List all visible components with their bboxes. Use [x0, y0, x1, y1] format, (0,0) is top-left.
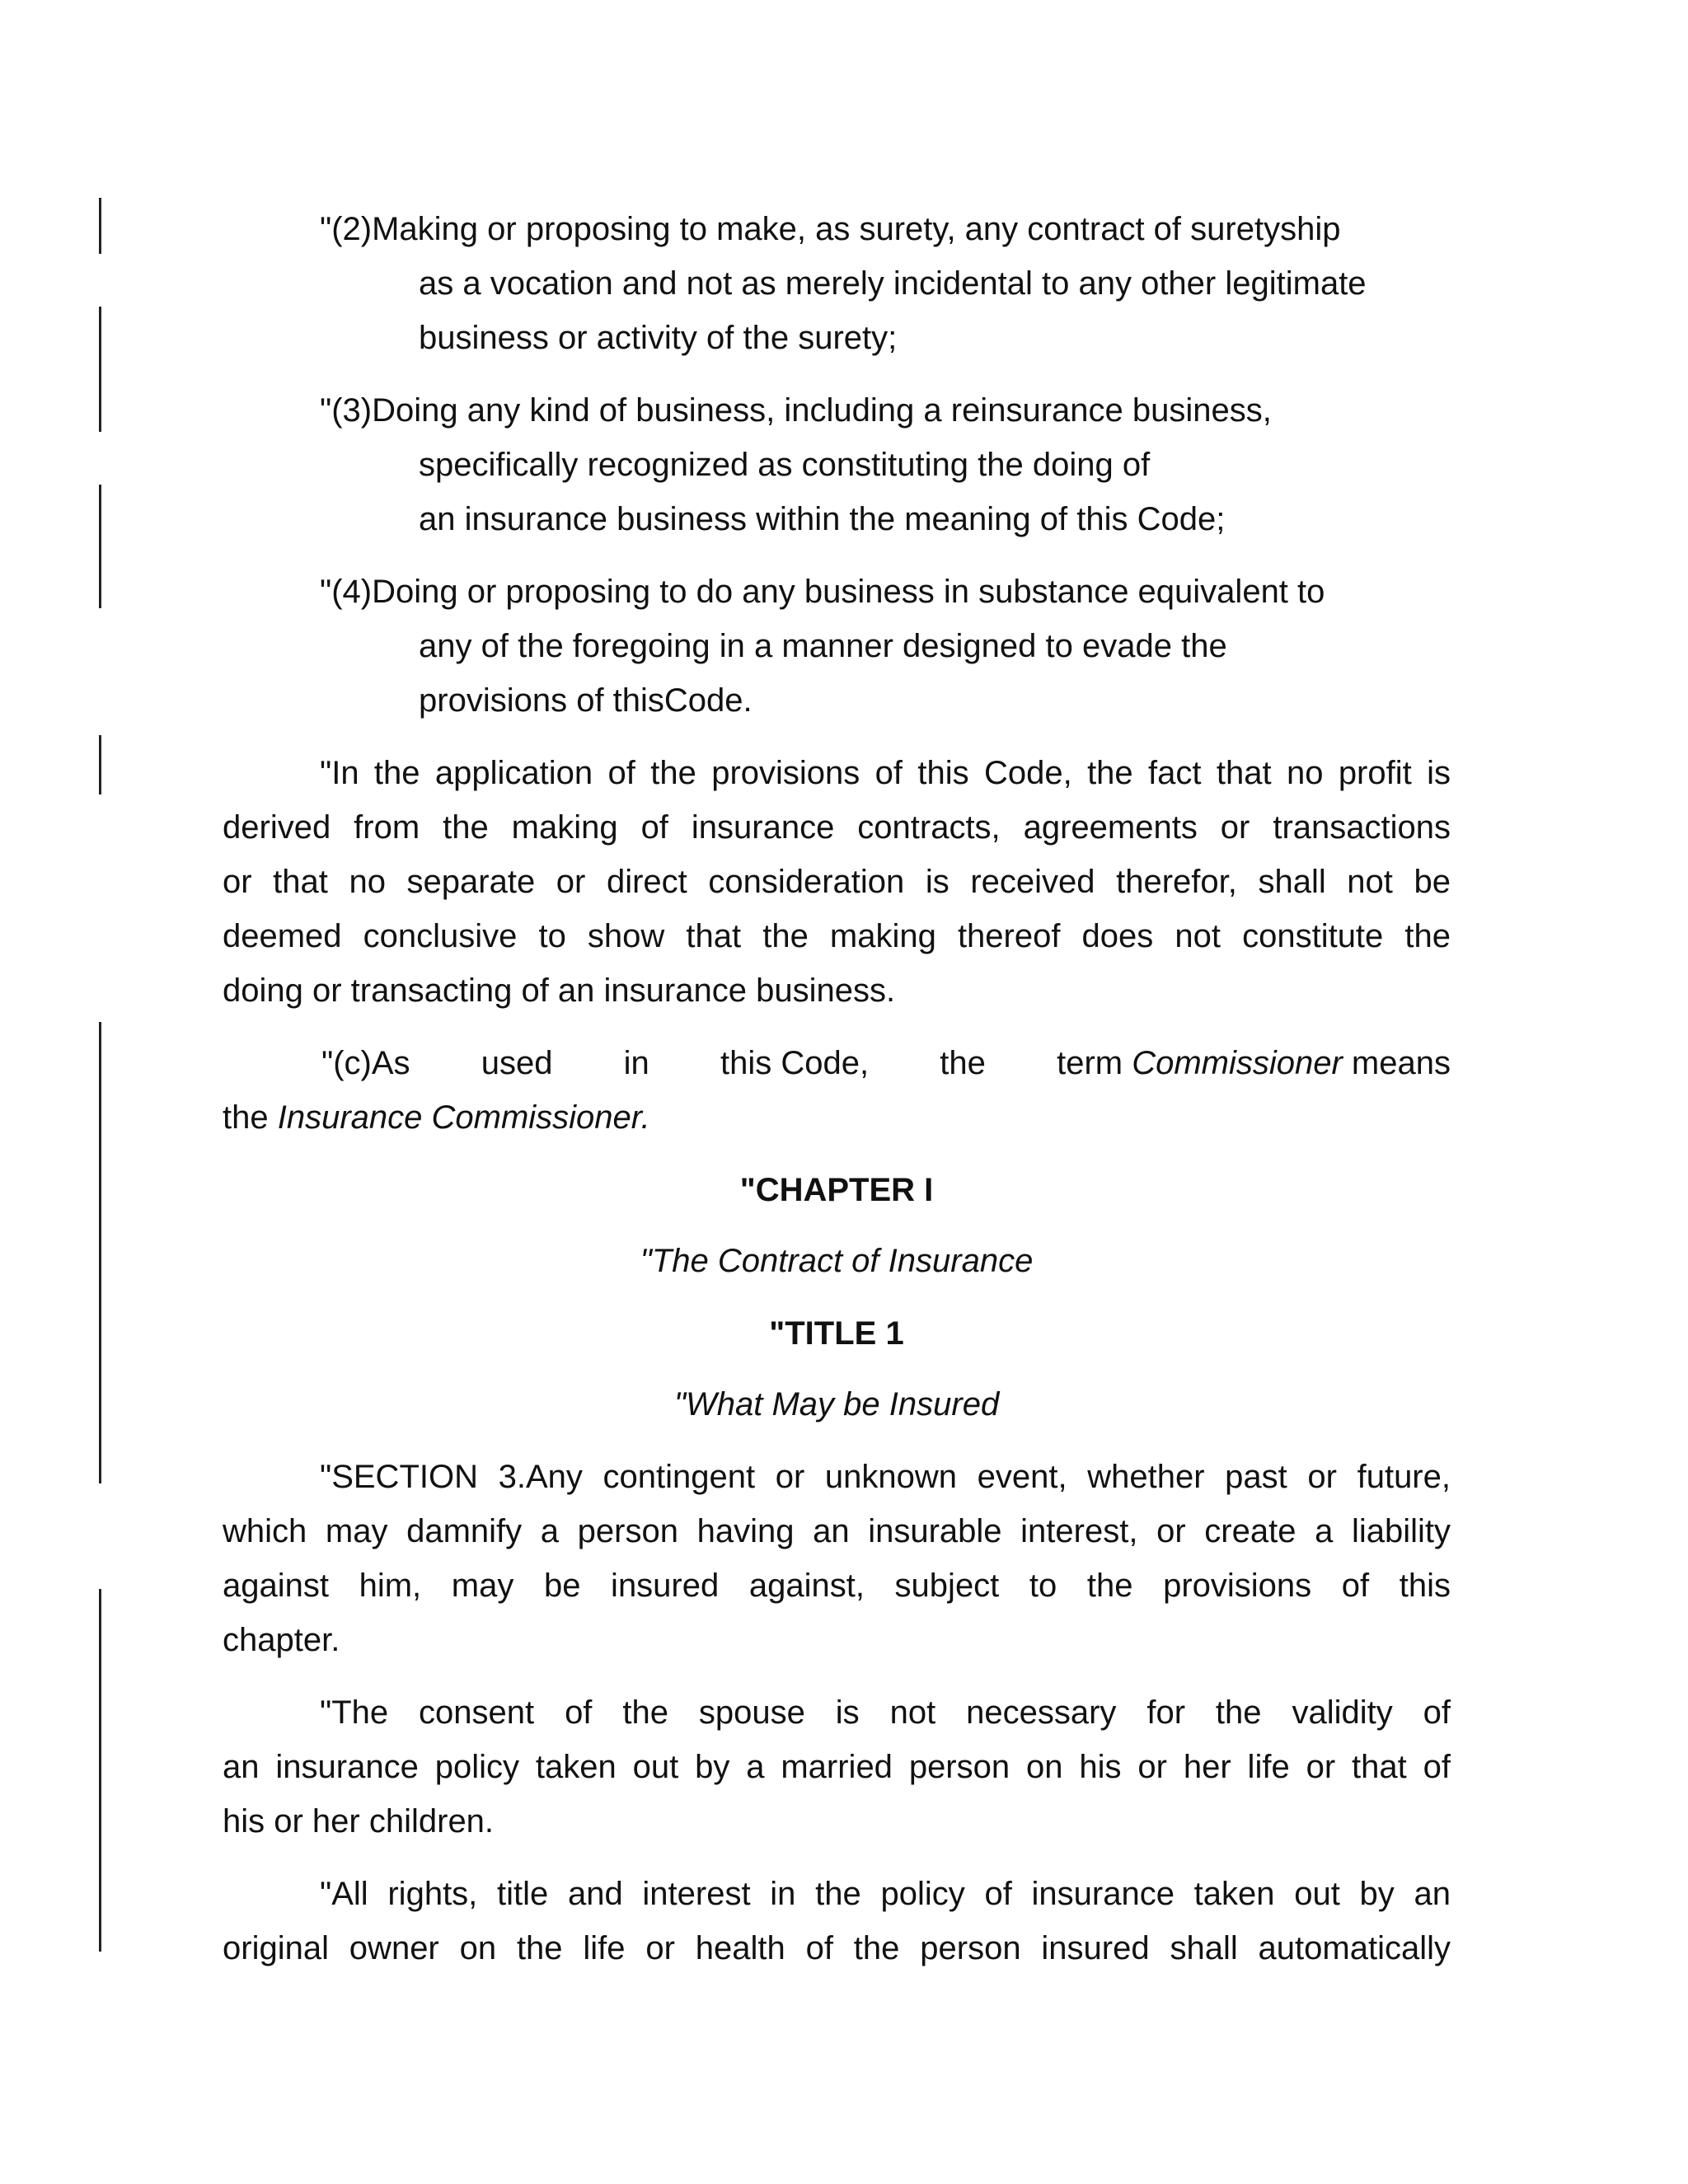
- text-word: this Code,: [720, 1045, 870, 1081]
- text-word: in: [623, 1045, 649, 1081]
- text-line: against him, may be insured against, subject to the provisions of this: [223, 1568, 1451, 1604]
- text-line: the Insurance Commissioner.: [223, 1099, 650, 1136]
- text-line: as a vocation and not as merely incidental to any other legitimate: [419, 265, 1367, 302]
- text-line: "In the application of the provisions of this Code, the fact that no profit is: [320, 755, 1451, 791]
- chapter-heading: "CHAPTER I: [739, 1172, 934, 1208]
- text-line: "SECTION 3.Any contingent or unknown event, whether past or future,: [320, 1459, 1451, 1495]
- text-line: "(3)Doing any kind of business, including a reinsurance business,: [320, 392, 1272, 429]
- revision-bar: [99, 735, 101, 794]
- text-line: chapter.: [223, 1622, 340, 1658]
- text-line: an insurance policy taken out by a married person on his or her life or that of: [223, 1749, 1451, 1785]
- text-line: deemed conclusive to show that the making thereof does not constitute the: [223, 918, 1451, 954]
- revision-bar: [99, 1022, 101, 1483]
- text-line: "All rights, title and interest in the policy of insurance taken out by an: [320, 1876, 1451, 1912]
- title-heading: "TITLE 1: [769, 1315, 904, 1352]
- text-word: the: [940, 1045, 986, 1081]
- text-line: "(4)Doing or proposing to do any business in substance equivalent to: [320, 574, 1325, 610]
- text-word: term Commissioner means: [1057, 1045, 1451, 1081]
- text-word: "(c)As: [321, 1045, 410, 1081]
- title-subtitle: "What May be Insured: [673, 1386, 1000, 1422]
- text-line: doing or transacting of an insurance business.: [223, 972, 896, 1009]
- text-line: business or activity of the surety;: [419, 320, 898, 356]
- text-line: or that no separate or direct consideration is received therefor, shall not be: [223, 864, 1451, 900]
- text-line: his or her children.: [223, 1803, 495, 1840]
- revision-bar: [99, 307, 101, 432]
- revision-bar: [99, 198, 101, 254]
- text-word: used: [481, 1045, 553, 1081]
- text-line: original owner on the life or health of the person insured shall automatically: [223, 1930, 1451, 1966]
- text-line: "The consent of the spouse is not necessary for the validity of: [320, 1694, 1451, 1731]
- revision-bar: [99, 485, 101, 608]
- text-line: any of the foregoing in a manner designed to evade the: [419, 628, 1227, 664]
- text-line: "(2)Making or proposing to make, as surety, any contract of suretyship: [320, 211, 1341, 247]
- text-line: derived from the making of insurance contracts, agreements or transactions: [223, 809, 1451, 846]
- text-line: which may damnify a person having an insurable interest, or create a liability: [223, 1513, 1451, 1549]
- text-line: specifically recognized as constituting the doing of: [419, 447, 1151, 483]
- chapter-subtitle: "The Contract of Insurance: [640, 1243, 1034, 1279]
- revision-bar: [99, 1589, 101, 1952]
- text-line: an insurance business within the meaning of this Code;: [419, 501, 1226, 537]
- text-line: provisions of thisCode.: [419, 682, 753, 719]
- definition-line: [321, 1043, 1451, 1083]
